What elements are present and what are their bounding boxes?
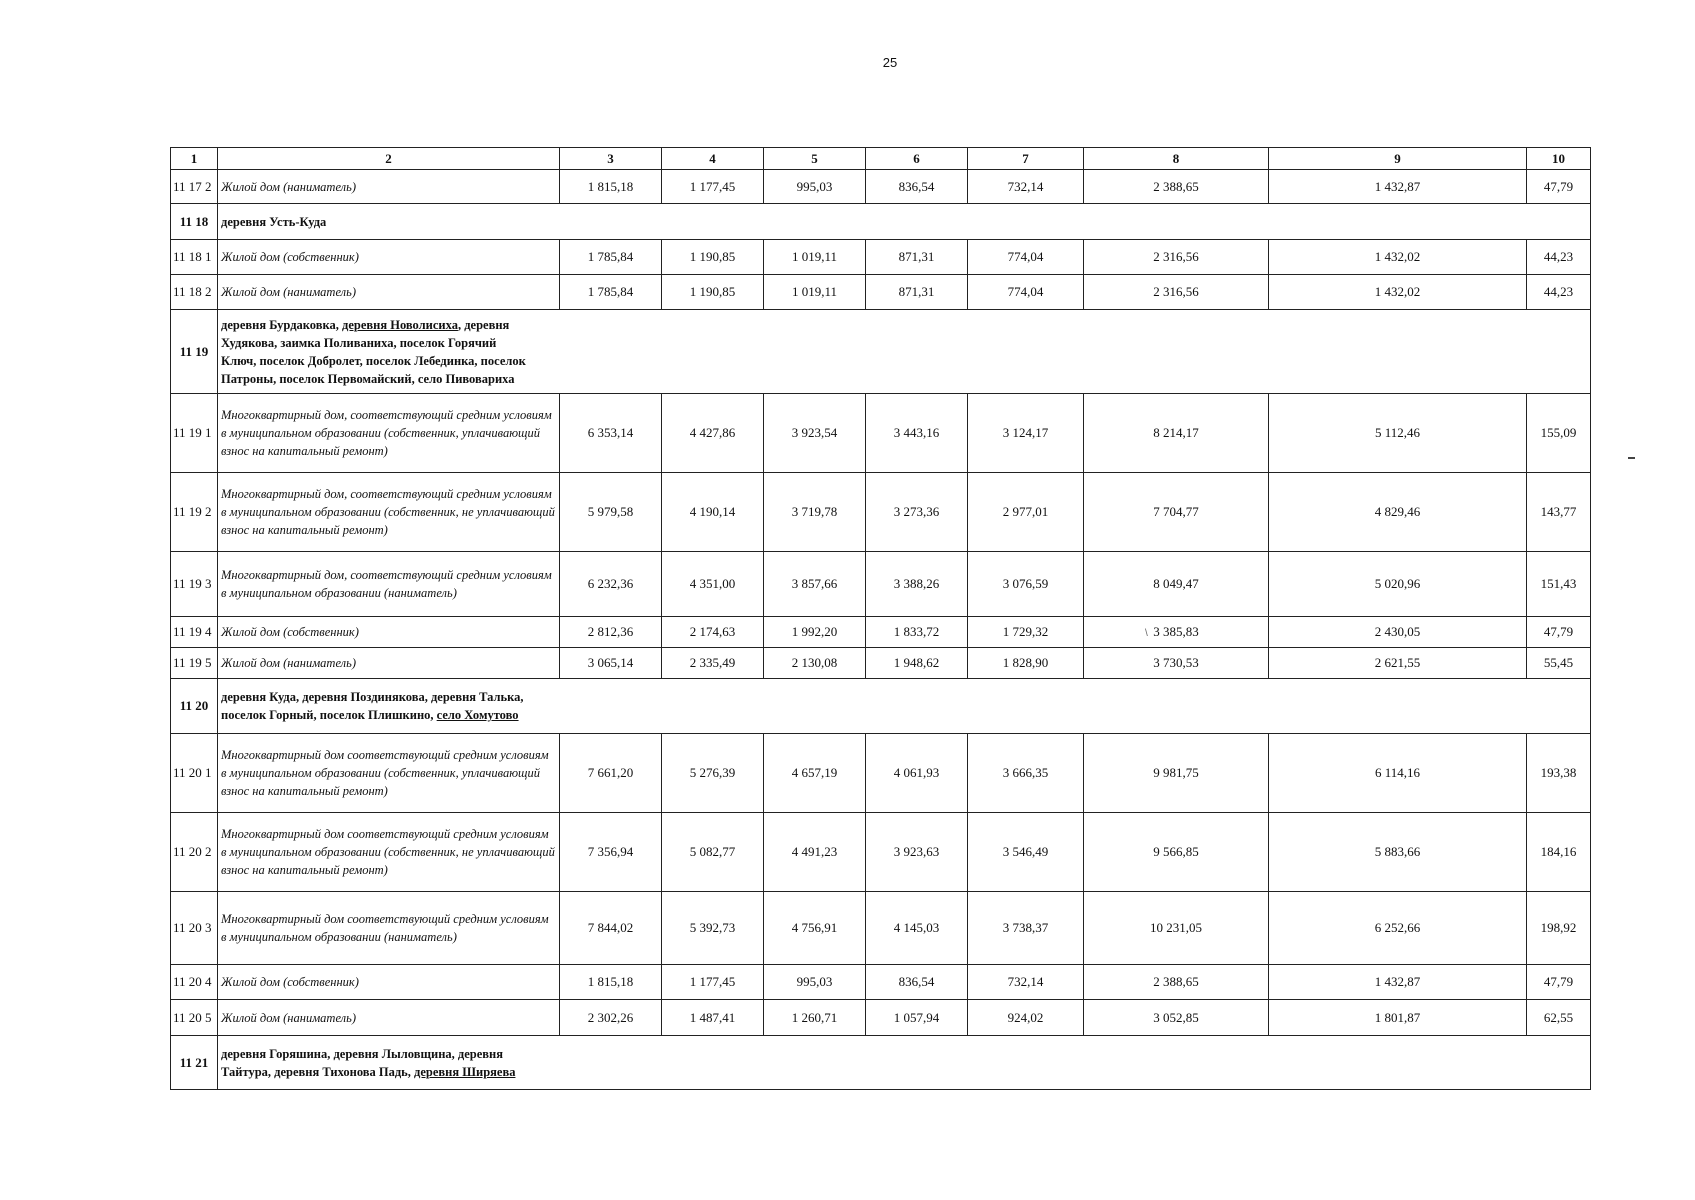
value-cell: 7 844,02 bbox=[560, 892, 662, 965]
table-row bbox=[171, 1000, 1591, 1036]
value-cell: 1 828,90 bbox=[968, 648, 1084, 679]
row-code: 11 17 2 bbox=[171, 170, 218, 204]
value-cell: 2 130,08 bbox=[764, 648, 866, 679]
value-cell: 1 801,87 bbox=[1269, 1000, 1527, 1036]
group-name-line bbox=[221, 370, 1587, 388]
value-cell: 8 214,17 bbox=[1084, 394, 1269, 473]
place-name-text: деревня Усть-Куда bbox=[221, 214, 327, 229]
value-cell: 184,16 bbox=[1527, 813, 1591, 892]
place-name-text: деревня Куда, деревня Поздинякова, деревня Талька, bbox=[221, 690, 524, 704]
value-cell: 3 923,54 bbox=[764, 394, 866, 473]
group-name-line bbox=[221, 352, 1587, 370]
row-code: 11 19 3 bbox=[171, 552, 218, 617]
value-cell: 2 388,65 bbox=[1084, 170, 1269, 204]
value-cell: 3 388,26 bbox=[866, 552, 968, 617]
value-cell: 1 190,85 bbox=[662, 275, 764, 310]
group-name-line bbox=[221, 316, 1587, 334]
value-cell: 774,04 bbox=[968, 240, 1084, 275]
underlined-place-name: деревня Ширяева bbox=[414, 1064, 516, 1079]
value-cell: 6 114,16 bbox=[1269, 734, 1527, 813]
header-cell: 1 bbox=[171, 148, 218, 170]
place-name-text: Патроны, поселок Первомайский, село Пивовариха bbox=[221, 371, 515, 386]
value-cell: 44,23 bbox=[1527, 275, 1591, 310]
page-number: 25 bbox=[882, 55, 898, 70]
row-name: Жилой дом (собственник) bbox=[218, 240, 560, 275]
underlined-place-name: деревня Новолисиха bbox=[342, 317, 458, 332]
underlined-place-name: село Хомутово bbox=[436, 708, 519, 722]
place-name-text: Ключ, поселок Добролет, поселок Лебединка, поселок bbox=[221, 353, 526, 368]
table-row bbox=[171, 240, 1591, 275]
place-name-text: Худякова, заимка Поливаниха, поселок Горячий bbox=[221, 335, 497, 350]
row-name: Многоквартирный дом соответствующий средним условиям в муниципальном образовании (собственник, не уплачивающий взнос на капитальный ремонт) bbox=[218, 813, 560, 892]
value-cell: 1 833,72 bbox=[866, 617, 968, 648]
place-name-text: , деревня bbox=[457, 317, 510, 332]
value-cell: 3 052,85 bbox=[1084, 1000, 1269, 1036]
value-cell: 1 177,45 bbox=[662, 965, 764, 1000]
value-cell: 3 076,59 bbox=[968, 552, 1084, 617]
value-cell: 5 392,73 bbox=[662, 892, 764, 965]
table-row bbox=[171, 892, 1591, 965]
value-cell: 1 177,45 bbox=[662, 170, 764, 204]
value-cell: 4 756,91 bbox=[764, 892, 866, 965]
value-cell: 1 948,62 bbox=[866, 648, 968, 679]
value-cell: 995,03 bbox=[764, 965, 866, 1000]
row-name: Жилой дом (наниматель) bbox=[218, 648, 560, 679]
value-cell: 3 857,66 bbox=[764, 552, 866, 617]
row-code: 11 20 2 bbox=[171, 813, 218, 892]
row-name: Жилой дом (наниматель) bbox=[218, 275, 560, 310]
value-cell: 3 738,37 bbox=[968, 892, 1084, 965]
value-cell: 3 385,83 bbox=[1084, 617, 1269, 648]
row-name: Многоквартирный дом, соответствующий средним условиям в муниципальном образовании (собственник, не уплачивающий взнос на капитальный ремонт) bbox=[218, 473, 560, 552]
value-cell: 4 829,46 bbox=[1269, 473, 1527, 552]
header-cell: 6 bbox=[866, 148, 968, 170]
value-cell: 2 388,65 bbox=[1084, 965, 1269, 1000]
value-cell: 1 019,11 bbox=[764, 275, 866, 310]
group-code: 11 18 bbox=[171, 204, 218, 240]
row-name: Жилой дом (наниматель) bbox=[218, 170, 560, 204]
header-cell: 4 bbox=[662, 148, 764, 170]
value-cell: 7 661,20 bbox=[560, 734, 662, 813]
value-cell: 1 785,84 bbox=[560, 275, 662, 310]
table-row bbox=[171, 473, 1591, 552]
row-code: 11 19 4 bbox=[171, 617, 218, 648]
value-cell: 3 666,35 bbox=[968, 734, 1084, 813]
group-name-line bbox=[221, 334, 1587, 352]
place-name-text: деревня Бурдаковка, bbox=[221, 317, 343, 332]
row-code: 11 19 2 bbox=[171, 473, 218, 552]
value-cell: 1 260,71 bbox=[764, 1000, 866, 1036]
value-cell: 9 981,75 bbox=[1084, 734, 1269, 813]
value-cell: 2 316,56 bbox=[1084, 240, 1269, 275]
header-cell: 9 bbox=[1269, 148, 1527, 170]
group-row bbox=[171, 310, 1591, 394]
group-name-line bbox=[221, 1063, 1587, 1081]
table-row bbox=[171, 275, 1591, 310]
group-code: 11 19 bbox=[171, 310, 218, 394]
row-code: 11 20 3 bbox=[171, 892, 218, 965]
value-cell: 5 883,66 bbox=[1269, 813, 1527, 892]
value-cell: 1 432,87 bbox=[1269, 965, 1527, 1000]
group-name-line bbox=[221, 706, 1587, 724]
value-cell: 836,54 bbox=[866, 170, 968, 204]
value-cell: 836,54 bbox=[866, 965, 968, 1000]
header-cell: 8 bbox=[1084, 148, 1269, 170]
value-cell: 4 427,86 bbox=[662, 394, 764, 473]
value-cell: 193,38 bbox=[1527, 734, 1591, 813]
value-cell: 2 430,05 bbox=[1269, 617, 1527, 648]
value-cell: 5 979,58 bbox=[560, 473, 662, 552]
value-cell: 3 273,36 bbox=[866, 473, 968, 552]
row-name: Многоквартирный дом, соответствующий средним условиям в муниципальном образовании (собственник, уплачивающий взнос на капитальный ремонт) bbox=[218, 394, 560, 473]
table-row bbox=[171, 813, 1591, 892]
group-name-line bbox=[221, 213, 1587, 231]
scan-tick-mark: \ bbox=[1145, 628, 1148, 639]
row-name: Многоквартирный дом соответствующий средним условиям в муниципальном образовании (собственник, уплачивающий взнос на капитальный ремонт) bbox=[218, 734, 560, 813]
place-name-text: деревня Горяшина, деревня Лыловщина, деревня bbox=[221, 1046, 504, 1061]
group-row bbox=[171, 1036, 1591, 1090]
value-cell: 6 353,14 bbox=[560, 394, 662, 473]
header-cell: 3 bbox=[560, 148, 662, 170]
value-cell: 871,31 bbox=[866, 240, 968, 275]
value-cell: 5 020,96 bbox=[1269, 552, 1527, 617]
value-cell: 143,77 bbox=[1527, 473, 1591, 552]
value-cell: 732,14 bbox=[968, 170, 1084, 204]
place-name-text: поселок Горный, поселок Плишкино, bbox=[221, 708, 437, 722]
value-cell: 1 190,85 bbox=[662, 240, 764, 275]
value-cell: 3 730,53 bbox=[1084, 648, 1269, 679]
header-cell: 7 bbox=[968, 148, 1084, 170]
row-name: Жилой дом (собственник) bbox=[218, 965, 560, 1000]
value-cell: 3 719,78 bbox=[764, 473, 866, 552]
value-cell: 1 057,94 bbox=[866, 1000, 968, 1036]
row-name: Жилой дом (собственник) bbox=[218, 617, 560, 648]
value-cell: 3 443,16 bbox=[866, 394, 968, 473]
value-cell: 1 785,84 bbox=[560, 240, 662, 275]
stray-mark bbox=[1628, 457, 1635, 459]
value-cell: 44,23 bbox=[1527, 240, 1591, 275]
value-cell: 7 704,77 bbox=[1084, 473, 1269, 552]
value-cell: 6 252,66 bbox=[1269, 892, 1527, 965]
value-cell: 3 923,63 bbox=[866, 813, 968, 892]
group-name bbox=[218, 1036, 1591, 1090]
value-cell: 151,43 bbox=[1527, 552, 1591, 617]
table-row bbox=[171, 552, 1591, 617]
value-cell: 2 812,36 bbox=[560, 617, 662, 648]
value-cell: 10 231,05 bbox=[1084, 892, 1269, 965]
value-cell: 1 432,02 bbox=[1269, 275, 1527, 310]
row-name: Жилой дом (наниматель) bbox=[218, 1000, 560, 1036]
value-cell: 155,09 bbox=[1527, 394, 1591, 473]
value-cell: 1 815,18 bbox=[560, 965, 662, 1000]
group-code: 11 21 bbox=[171, 1036, 218, 1090]
value-cell: 1 432,87 bbox=[1269, 170, 1527, 204]
value-cell: 732,14 bbox=[968, 965, 1084, 1000]
value-cell: 2 977,01 bbox=[968, 473, 1084, 552]
value-cell: 3 124,17 bbox=[968, 394, 1084, 473]
table-row bbox=[171, 965, 1591, 1000]
value-cell: 2 316,56 bbox=[1084, 275, 1269, 310]
value-cell: 1 487,41 bbox=[662, 1000, 764, 1036]
header-cell: 2 bbox=[218, 148, 560, 170]
group-name-line bbox=[221, 688, 1587, 706]
value-cell: 2 621,55 bbox=[1269, 648, 1527, 679]
value-cell: 4 061,93 bbox=[866, 734, 968, 813]
value-cell: 4 145,03 bbox=[866, 892, 968, 965]
value-cell: 924,02 bbox=[968, 1000, 1084, 1036]
group-name bbox=[218, 679, 1591, 734]
value-cell: 2 302,26 bbox=[560, 1000, 662, 1036]
value-cell: 1 729,32 bbox=[968, 617, 1084, 648]
value-cell: 3 546,49 bbox=[968, 813, 1084, 892]
row-code: 11 19 1 bbox=[171, 394, 218, 473]
value-cell: 1 815,18 bbox=[560, 170, 662, 204]
value-cell: 1 992,20 bbox=[764, 617, 866, 648]
value-cell: 47,79 bbox=[1527, 965, 1591, 1000]
table-row bbox=[171, 394, 1591, 473]
table-row bbox=[171, 734, 1591, 813]
value-cell: 47,79 bbox=[1527, 617, 1591, 648]
table-row bbox=[171, 648, 1591, 679]
value-cell: 774,04 bbox=[968, 275, 1084, 310]
tariff-table bbox=[170, 147, 1591, 1090]
value-cell: 995,03 bbox=[764, 170, 866, 204]
value-cell: 871,31 bbox=[866, 275, 968, 310]
row-name: Многоквартирный дом соответствующий средним условиям в муниципальном образовании (наниматель) bbox=[218, 892, 560, 965]
place-name-text: Тайтура, деревня Тихонова Падь, bbox=[221, 1064, 415, 1079]
value-cell: 4 491,23 bbox=[764, 813, 866, 892]
group-row bbox=[171, 204, 1591, 240]
group-code: 11 20 bbox=[171, 679, 218, 734]
value-cell: 62,55 bbox=[1527, 1000, 1591, 1036]
value-cell: 198,92 bbox=[1527, 892, 1591, 965]
value-cell: 9 566,85 bbox=[1084, 813, 1269, 892]
header-cell: 10 bbox=[1527, 148, 1591, 170]
row-code: 11 20 5 bbox=[171, 1000, 218, 1036]
value-cell: 47,79 bbox=[1527, 170, 1591, 204]
value-cell: 8 049,47 bbox=[1084, 552, 1269, 617]
value-cell: 3 065,14 bbox=[560, 648, 662, 679]
row-code: 11 20 1 bbox=[171, 734, 218, 813]
group-name bbox=[218, 204, 1591, 240]
header-cell: 5 bbox=[764, 148, 866, 170]
value-cell: 4 657,19 bbox=[764, 734, 866, 813]
value-cell: 2 335,49 bbox=[662, 648, 764, 679]
row-code: 11 20 4 bbox=[171, 965, 218, 1000]
row-code: 11 19 5 bbox=[171, 648, 218, 679]
value-cell: 1 432,02 bbox=[1269, 240, 1527, 275]
value-cell: 55,45 bbox=[1527, 648, 1591, 679]
row-code: 11 18 2 bbox=[171, 275, 218, 310]
value-cell: 4 351,00 bbox=[662, 552, 764, 617]
row-name: Многоквартирный дом, соответствующий средним условиям в муниципальном образовании (наниматель) bbox=[218, 552, 560, 617]
value-cell: 6 232,36 bbox=[560, 552, 662, 617]
group-row bbox=[171, 679, 1591, 734]
table-row bbox=[171, 170, 1591, 204]
value-cell: 2 174,63 bbox=[662, 617, 764, 648]
table-row bbox=[171, 617, 1591, 648]
value-cell: 7 356,94 bbox=[560, 813, 662, 892]
value-cell: 5 112,46 bbox=[1269, 394, 1527, 473]
row-code: 11 18 1 bbox=[171, 240, 218, 275]
table-body bbox=[171, 148, 1591, 1090]
group-name bbox=[218, 310, 1591, 394]
value-cell: 5 276,39 bbox=[662, 734, 764, 813]
value-cell: 1 019,11 bbox=[764, 240, 866, 275]
value-cell: 4 190,14 bbox=[662, 473, 764, 552]
value-cell: 5 082,77 bbox=[662, 813, 764, 892]
header-row bbox=[171, 148, 1591, 170]
group-name-line bbox=[221, 1045, 1587, 1063]
